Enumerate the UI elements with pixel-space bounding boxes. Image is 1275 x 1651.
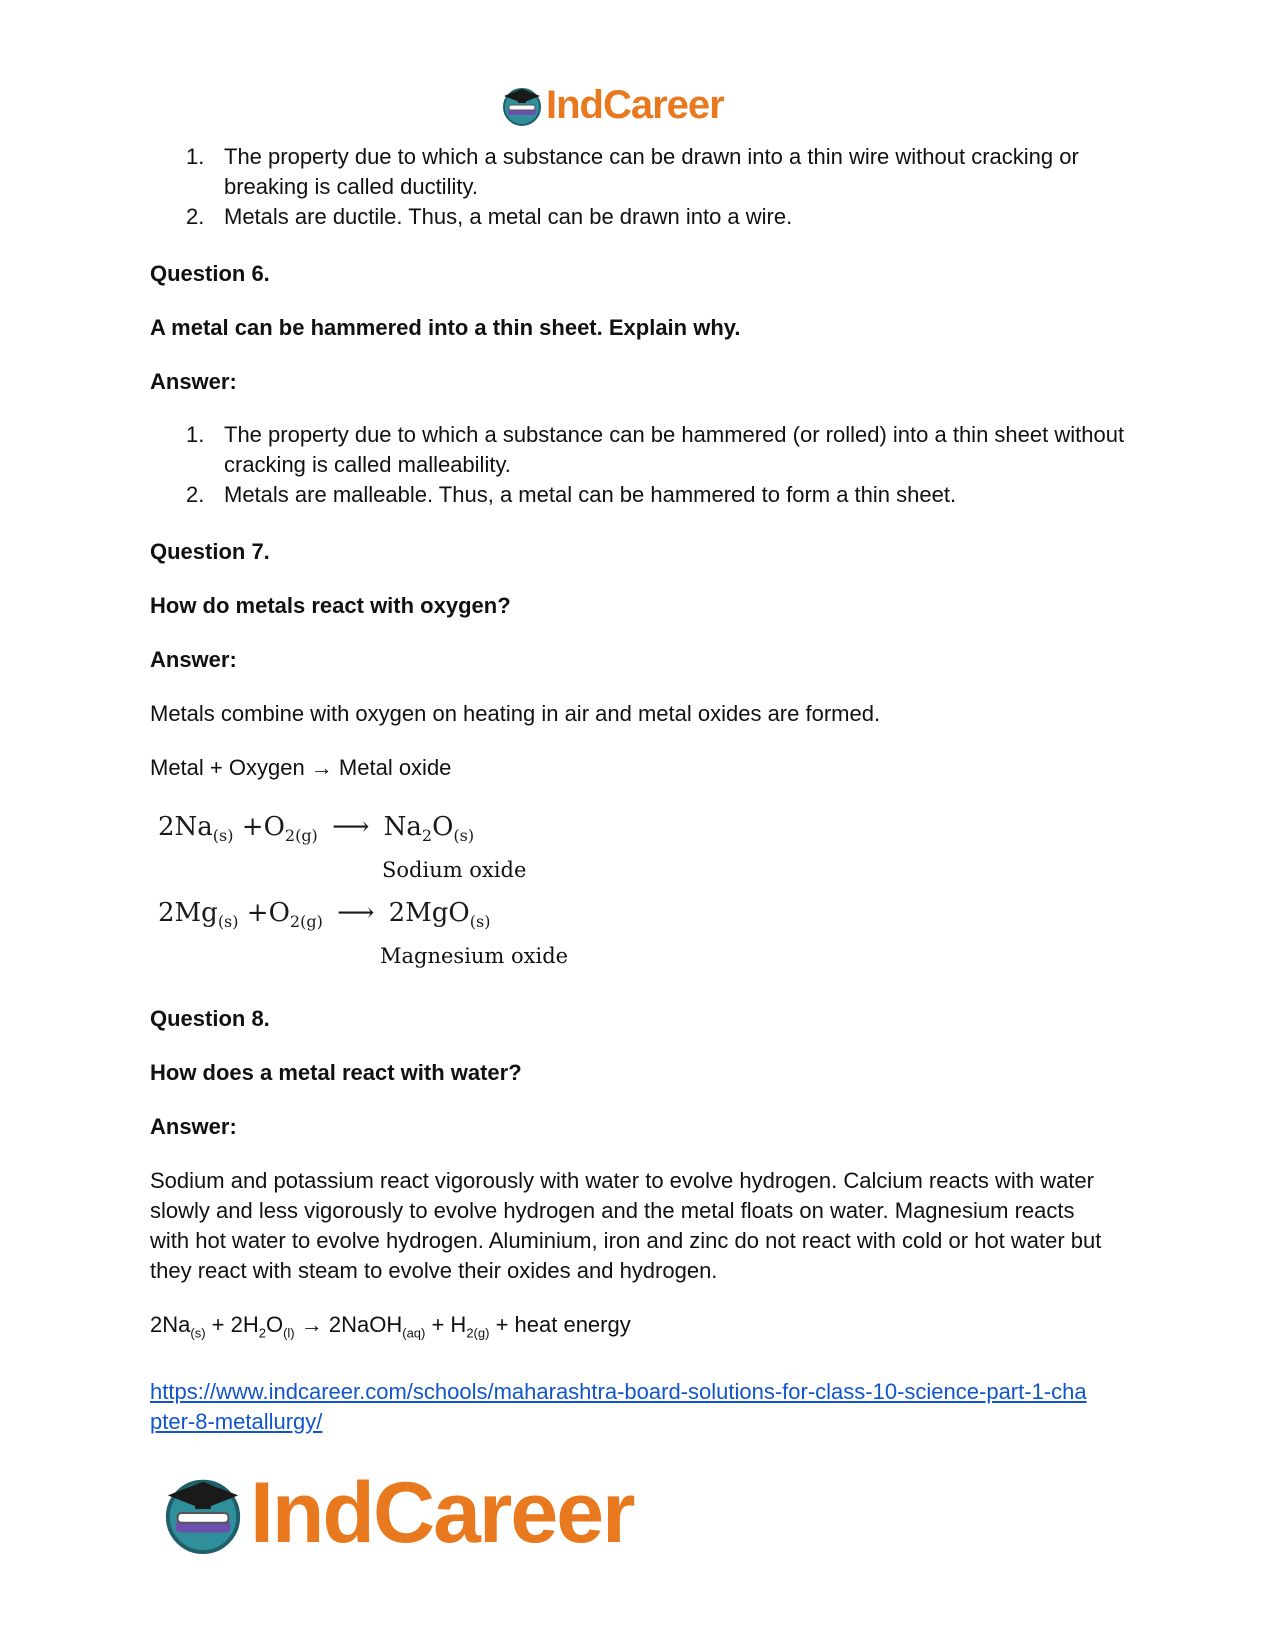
question-7-text: How do metals react with oxygen? xyxy=(150,593,511,618)
word-equation: Metal + Oxygen → Metal oxide xyxy=(150,755,452,780)
question-6-heading: Question 6. xyxy=(150,261,270,286)
question-8-answer-label: Answer: xyxy=(150,1114,237,1139)
sodium-water-equation: $2Na_{(s)} + 2H_2O_{(l)}$ → 2NaOH$_{(aq)}$ + $H_{2(g)}$ + heat energy xyxy=(150,1312,631,1341)
source-link[interactable]: https://www.indcareer.com/schools/maharashtra-board-solutions-for-class-10-science-part-1-cha pter-8-metallurgy/ xyxy=(150,1379,1087,1434)
reaction-arrow: ⟶ xyxy=(337,898,375,928)
magnesium-oxide-caption: Magnesium oxide xyxy=(380,944,569,968)
question-6-text: A metal can be hammered into a thin sheet. Explain why. xyxy=(150,315,741,340)
malleability-list xyxy=(186,420,1126,510)
sodium-oxide-equation: $2Na_{(s)} +O_{2(g)}$ ⟶ $Na_2O_{(s)}$ xyxy=(158,812,475,846)
question-8-text: How does a metal react with water? xyxy=(150,1060,522,1085)
question-8-paragraph: Sodium and potassium react vigorously with water to evolve hydrogen. Calcium reacts with water slowly and less vigorously to evolve hydrogen and the metal floats on water. Magnesium reacts with hot water to evolve hydrogen. Aluminium, iron and zinc do not react with cold or hot water but they react with steam to evolve their oxides and hydrogen. xyxy=(150,1168,1102,1283)
question-8-heading: Question 8. xyxy=(150,1006,270,1031)
brand-logo-top xyxy=(500,80,724,130)
question-7-answer-label: Answer: xyxy=(150,647,237,672)
graduation-book-globe-icon xyxy=(160,1470,246,1556)
brand-name: IndCareer xyxy=(250,1465,634,1561)
question-7-heading: Question 7. xyxy=(150,539,270,564)
brand-name: IndCareer xyxy=(546,83,724,127)
list-item: 1. The property due to which a substance can be drawn into a thin wire without cracking or breaking is called ductility. xyxy=(186,144,1079,199)
list-item: 2. Metals are ductile. Thus, a metal can be drawn into a wire. xyxy=(186,204,793,229)
magnesium-oxide-equation: $2Mg_{(s)} +O_{2(g)}$ ⟶ 2MgO$_{(s)}$ xyxy=(158,898,491,932)
list-item: 1. The property due to which a substance can be hammered (or rolled) into a thin sheet without cracking is called malleability. xyxy=(186,422,1125,477)
list-item: 2. Metals are malleable. Thus, a metal can be hammered to form a thin sheet. xyxy=(186,482,957,507)
question-7-paragraph: Metals combine with oxygen on heating in air and metal oxides are formed. xyxy=(150,701,881,726)
brand-logo-bottom xyxy=(160,1465,634,1561)
question-6-answer-label: Answer: xyxy=(150,369,237,394)
ductility-list xyxy=(186,142,1126,232)
reaction-arrow: ⟶ xyxy=(332,812,370,842)
graduation-book-globe-icon xyxy=(500,83,544,127)
sodium-oxide-caption: Sodium oxide xyxy=(382,858,527,882)
